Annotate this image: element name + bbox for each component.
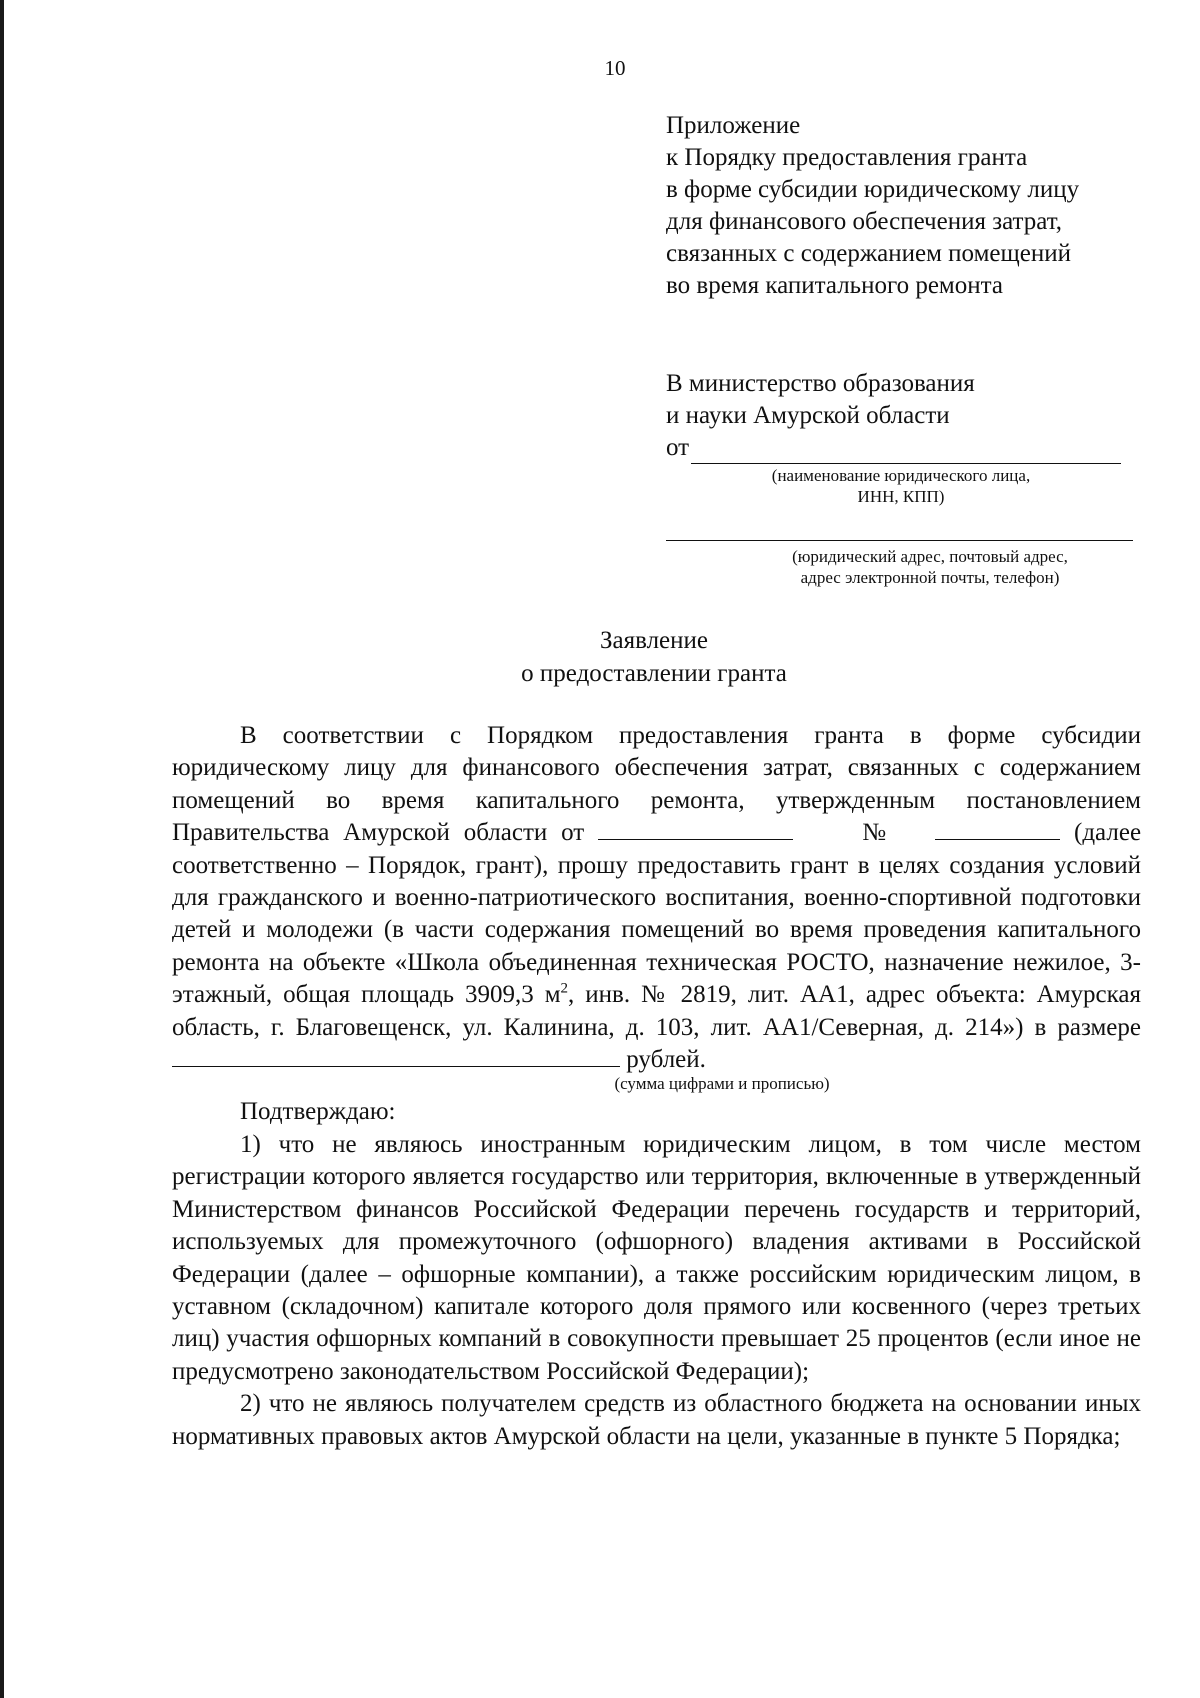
recipient-line: и науки Амурской области bbox=[666, 402, 950, 429]
paragraph-text: (далее соответственно – Порядок, грант), прошу предоставить грант в целях создания условий для гражданского и военно-патриотического воспитания, военно-спортивной подготовки детей и молодежи (в части содержания помещений во время проведения капитального ремонта на объекте «Школа объединенная техническая РОСТО, назначение нежилое, 3-этажный, общая площадь 3909,3 м bbox=[172, 819, 1142, 1009]
paragraph-text: , инв. № 2819, лит. АА1, адрес объекта: Амурская область, г. Благовещенск, ул. Калинина, д. 103, лит. АА1/Северная, д. 214») в размере bbox=[172, 981, 1141, 1041]
grant-sum-blank[interactable] bbox=[172, 1044, 620, 1067]
superscript: 2 bbox=[560, 980, 569, 997]
recipient-block bbox=[666, 368, 1186, 464]
main-paragraph bbox=[172, 720, 1141, 1076]
caption-line: ИНН, КПП) bbox=[857, 487, 945, 506]
appendix-line: Приложение bbox=[666, 112, 801, 139]
appendix-line: к Порядку предоставления гранта bbox=[666, 144, 1028, 171]
caption-line: (юридический адрес, почтовый адрес, bbox=[792, 547, 1068, 566]
scan-edge bbox=[0, 0, 4, 1698]
appendix-line: во время капитального ремонта bbox=[666, 272, 1003, 299]
confirmation-item-1: 1) что не являюсь иностранным юридическим лицом, в том числе местом регистрации которого является государство или территория, включенные в утвержденный Министерством финансов Российской Федерации перечень государств и территорий, используемых для промежуточного (офшорного) владения активами в Российской Федерации (далее – офшорные компании), а также российским юридическим лицом, в уставном (складочном) капитале которого доля прямого или косвенного (через третьих лиц) участия офшорных компаний в совокупности превышает 25 процентов (если иное не предусмотрено законодательством Российской Федерации); bbox=[172, 1130, 1141, 1385]
title-line: о предоставлении гранта bbox=[521, 660, 787, 687]
recipient-line: В министерство образования bbox=[666, 370, 975, 397]
appendix-line: в форме субсидии юридическому лицу bbox=[666, 176, 1080, 203]
from-line bbox=[666, 432, 1186, 464]
applicant-address-caption bbox=[700, 546, 1160, 588]
title-line: Заявление bbox=[599, 627, 709, 654]
number-sign: № bbox=[862, 819, 894, 847]
sum-caption: (сумма цифрами и прописью) bbox=[614, 1074, 830, 1094]
from-label: от bbox=[666, 434, 690, 461]
document-title bbox=[0, 624, 1200, 690]
applicant-address-blank[interactable] bbox=[666, 540, 1133, 541]
appendix-line: связанных с содержанием помещений bbox=[666, 240, 1071, 267]
confirmation-item-2: 2) что не являюсь получателем средств из областного бюджета на основании иных нормативных правовых актов Амурской области на цели, указанные в пункте 5 Порядка; bbox=[172, 1390, 1141, 1450]
document-body bbox=[172, 720, 1141, 1453]
resolution-date-blank[interactable] bbox=[598, 817, 793, 840]
caption-line: адрес электронной почты, телефон) bbox=[800, 568, 1060, 587]
appendix-header bbox=[666, 110, 1186, 302]
applicant-name-caption bbox=[666, 465, 1136, 507]
page-number: 10 bbox=[604, 56, 626, 80]
currency-label: рублей. bbox=[626, 1046, 706, 1074]
confirm-label: Подтверждаю: bbox=[240, 1098, 396, 1126]
paragraph-text: В соответствии с Порядком предоставления гранта в форме субсидии юридическому лицу для финансового обеспечения затрат, связанных с содержанием помещений во время капитального ремонта, утвержденным постановлением Правительства Амурской области от bbox=[172, 722, 1141, 847]
applicant-name-blank[interactable] bbox=[691, 437, 1121, 464]
appendix-line: для финансового обеспечения затрат, bbox=[666, 208, 1063, 235]
resolution-number-blank[interactable] bbox=[935, 817, 1060, 840]
caption-line: (наименование юридического лица, bbox=[771, 466, 1031, 485]
